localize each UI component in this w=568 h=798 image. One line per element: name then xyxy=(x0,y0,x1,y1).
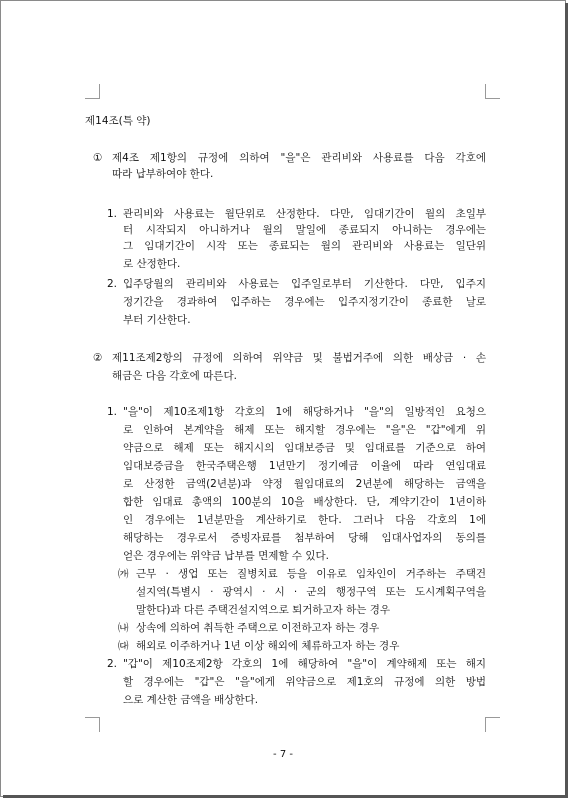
item-text-line: 터 시작되지 아니하거나 월의 말일에 종료되지 아니하는 경우에는 xyxy=(123,224,486,236)
section-marker: ② xyxy=(93,352,103,364)
item-text-line: 약금으로 해제 또는 해지시의 임대보증금 및 임대료를 기준으로 하여 xyxy=(123,442,486,454)
crop-mark-top-left xyxy=(85,84,100,99)
item-text-line: 할 경우에는 "갑"은 "을"에게 위약금으로 제1호의 규정에 의한 방법 xyxy=(123,676,486,688)
item-text-line: 으로 계산한 금액을 배상한다. xyxy=(123,694,259,706)
item-text-line: 관리비와 사용료는 월단위로 산정한다. 다만, 임대기간이 월의 초일부 xyxy=(123,208,486,220)
item-text-line: "갑"이 제10조제2항 각호의 1에 해당하여 "을"이 계약해제 또는 해지 xyxy=(123,658,486,670)
item-text-line: 임대보증금을 한국주택은행 1년만기 정기예금 이율에 따라 연임대료 xyxy=(123,460,486,472)
section-marker: ① xyxy=(93,152,103,164)
sub-item-text-line: 말한다)과 다른 주택건설지역으로 퇴거하고자 하는 경우 xyxy=(136,604,391,616)
sub-item-marker: ㈐ xyxy=(118,640,129,652)
item-text-line: 입주당월의 관리비와 사용료는 입주일로부터 기산한다. 다만, 입주지 xyxy=(123,278,486,290)
item-text-line: 부터 기산한다. xyxy=(123,314,191,326)
item-text-line: 해당하는 경우로서 증빙자료를 첨부하여 당해 임대사업자의 동의를 xyxy=(123,532,486,544)
page-number: - 7 - xyxy=(273,749,293,760)
item-number: 2. xyxy=(107,278,118,290)
sub-item-text-line: 상속에 의하여 취득한 주택으로 이전하고자 하는 경우 xyxy=(136,622,380,634)
section-text-line: 해금은 다음 각호에 따른다. xyxy=(112,370,237,382)
sub-item-text-line: 근무 · 생업 또는 질병치료 등을 이유로 임차인이 거주하는 주택건 xyxy=(136,568,486,580)
item-text-line: 얻은 경우에는 위약금 납부를 면제할 수 있다. xyxy=(123,550,329,562)
sub-item-marker: ㈎ xyxy=(118,568,129,580)
section-text-line: 제4조 제1항의 규정에 의하여 "을"은 관리비와 사용료를 다음 각호에 xyxy=(112,152,486,164)
item-number: 1. xyxy=(107,208,118,220)
item-text-line: 로 산정한다. xyxy=(123,258,181,270)
item-text-line: 로 인하여 본계약을 해제 또는 해지할 경우에는 "을"은 "갑"에게 위 xyxy=(123,424,486,436)
section-text-line: 따라 납부하여야 한다. xyxy=(112,168,214,180)
item-number: 2. xyxy=(107,658,118,670)
crop-mark-top-right xyxy=(485,84,500,99)
item-text-line: "을"이 제10조제1항 각호의 1에 해당하거나 "을"의 일방적인 요청으 xyxy=(123,406,486,418)
sub-item-text-line: 설지역(특별시 · 광역시 · 시 · 군의 행정구역 또는 도시계획구역을 xyxy=(136,586,486,598)
article-title: 제14조(특 약) xyxy=(85,115,151,127)
item-text-line: 정기간을 경과하여 입주하는 경우에는 입주지정기간이 종료한 날로 xyxy=(123,296,486,308)
item-number: 1. xyxy=(107,406,118,418)
section-text-line: 제11조제2항의 규정에 의하여 위약금 및 불법거주에 의한 배상금 · 손 xyxy=(112,352,486,364)
crop-mark-bottom-left xyxy=(85,717,100,732)
sub-item-marker: ㈏ xyxy=(118,622,129,634)
crop-mark-bottom-right xyxy=(485,717,500,732)
item-text-line: 합한 임대료 총액의 100분의 10을 배상한다. 단, 계약기간이 1년이하 xyxy=(123,496,486,508)
item-text-line: 로 산정한 금액(2년분)과 약정 월임대료의 2년분에 해당하는 금액을 xyxy=(123,478,486,490)
sub-item-text-line: 해외로 이주하거나 1년 이상 해외에 체류하고자 하는 경우 xyxy=(136,640,400,652)
item-text-line: 그 임대기간이 시작 또는 종료되는 월의 관리비와 사용료는 일단위 xyxy=(123,240,486,252)
item-text-line: 인 경우에는 1년분만을 계산하기로 한다. 그러나 다음 각호의 1에 xyxy=(123,514,486,526)
